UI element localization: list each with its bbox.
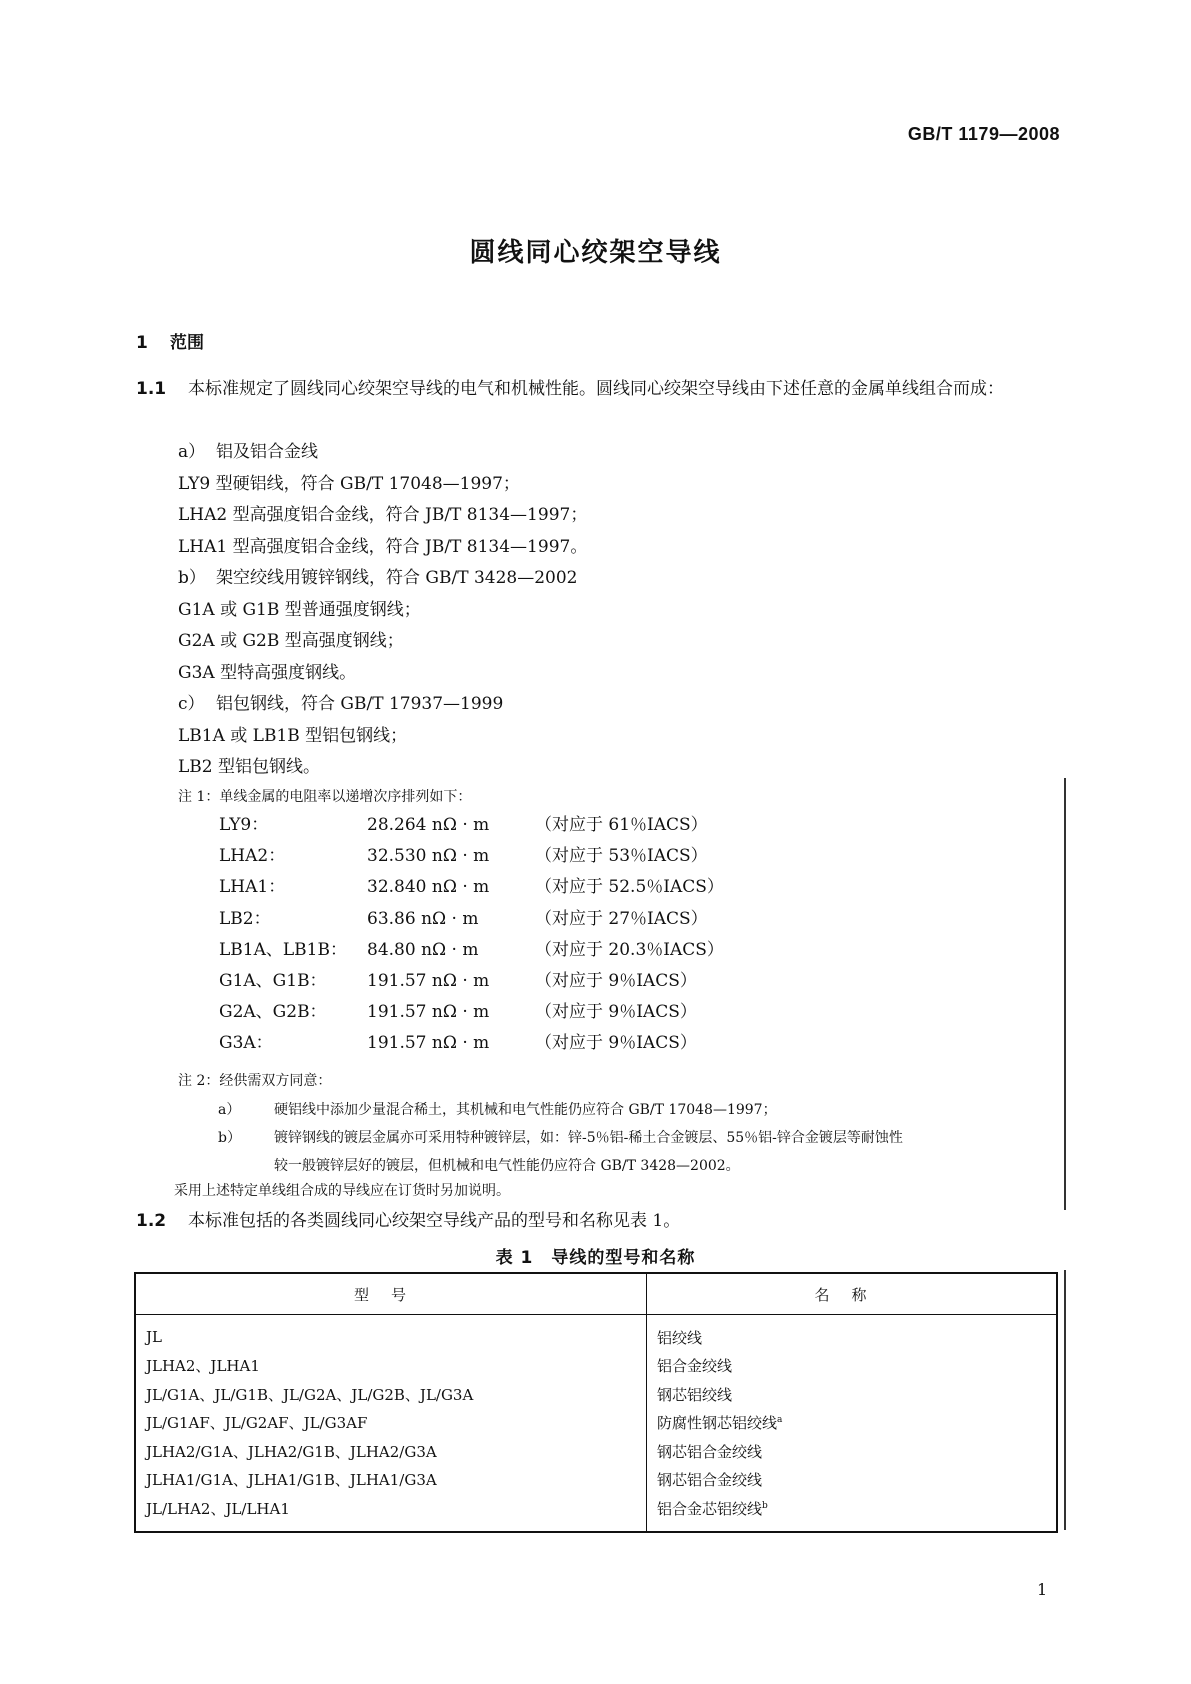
note-text: 硬铝线中添加少量混合稀土，其机械和电气性能仍应符合 GB/T 17048—1997； xyxy=(274,1102,777,1118)
clause-1-2 xyxy=(136,1206,680,1231)
resistivity-row xyxy=(219,872,724,903)
note-2-item-b-continued: 较一般镀锌层好的镀层，但机械和电气性能仍应符合 GB/T 3428—2002。 xyxy=(274,1158,740,1174)
table-row xyxy=(135,1466,1057,1495)
cell-model: JLHA2/G1A、JLHA2/G1B、JLHA2/G3A xyxy=(135,1437,647,1466)
note-2-item-b xyxy=(218,1124,903,1152)
list-marker: b） xyxy=(178,568,206,588)
table-row xyxy=(135,1409,1057,1438)
cell-model: JL/G1A、JL/G1B、JL/G2A、JL/G2B、JL/G3A xyxy=(135,1380,647,1409)
change-bar xyxy=(1064,778,1066,1210)
iacs-value: （对应于 53％IACS） xyxy=(535,846,708,867)
iacs-value: （对应于 27％IACS） xyxy=(535,908,708,929)
metal-name: LB2： xyxy=(219,908,271,929)
metal-name: G3A： xyxy=(219,1033,273,1054)
list-line xyxy=(178,595,587,627)
clause-number: 1.2 xyxy=(136,1211,167,1231)
resistivity-value: 191.57 nΩ · m xyxy=(367,1002,490,1023)
cell-name xyxy=(647,1466,1058,1495)
footnote-marker: a xyxy=(777,1415,783,1426)
cell-model: JL/LHA2、JL/LHA1 xyxy=(135,1494,647,1532)
clause-number: 1.1 xyxy=(136,379,167,399)
metal-name: G2A、G2B： xyxy=(219,1002,327,1023)
cell-name-text: 钢芯铝绞线 xyxy=(657,1385,733,1404)
list-line xyxy=(178,721,587,753)
cell-name-text: 钢芯铝合金绞线 xyxy=(657,1471,763,1490)
resistivity-value: 28.264 nΩ · m xyxy=(367,815,490,835)
cell-name xyxy=(647,1437,1058,1466)
footnote-marker: b xyxy=(762,1500,768,1511)
list-line xyxy=(178,626,587,658)
cell-name-text: 铝合金芯铝绞线 xyxy=(657,1499,763,1518)
note-2-heading: 注 2：经供需双方同意： xyxy=(178,1073,332,1089)
list-line xyxy=(178,532,587,564)
list-text: LB2 型铝包钢线。 xyxy=(178,757,321,777)
resistivity-value: 84.80 nΩ · m xyxy=(367,939,479,960)
note-tail: 采用上述特定单线组合成的导线应在订货时另加说明。 xyxy=(174,1183,510,1199)
metal-name: LB1A、LB1B： xyxy=(219,939,347,960)
table-row xyxy=(135,1494,1057,1532)
cell-name xyxy=(647,1380,1058,1409)
resistivity-value: 32.530 nΩ · m xyxy=(367,846,490,867)
section-heading xyxy=(136,328,204,353)
standard-code: GB/T 1179—2008 xyxy=(907,124,1060,144)
list-text: LHA2 型高强度铝合金线，符合 JB/T 8134—1997； xyxy=(178,505,588,525)
note-2-item-a xyxy=(218,1096,903,1124)
list-line xyxy=(178,437,587,469)
metal-name: LY9： xyxy=(219,815,269,835)
cell-name xyxy=(647,1494,1058,1532)
conductor-table xyxy=(134,1272,1058,1533)
cell-model: JLHA1/G1A、JLHA1/G1B、JLHA1/G3A xyxy=(135,1466,647,1495)
metal-name: LHA2： xyxy=(219,846,286,867)
resistivity-row xyxy=(219,841,724,872)
cell-name-text: 钢芯铝合金绞线 xyxy=(657,1442,763,1461)
header-name xyxy=(647,1273,1058,1315)
resistivity-value: 191.57 nΩ · m xyxy=(367,1033,490,1054)
clause-1-1 xyxy=(136,373,1056,405)
table-row xyxy=(135,1437,1057,1466)
document-title: 圆线同心绞架空导线 xyxy=(469,238,722,268)
resistivity-row xyxy=(219,935,724,966)
list-text: G1A 或 G1B 型普通强度钢线； xyxy=(178,599,421,620)
list-text: 铝及铝合金线 xyxy=(216,442,318,462)
list-marker: a） xyxy=(218,1102,241,1118)
iacs-value: （对应于 20.3％IACS） xyxy=(535,939,724,960)
list-line xyxy=(178,500,587,532)
list-line xyxy=(178,752,587,784)
resistivity-value: 32.840 nΩ · m xyxy=(367,877,490,898)
list-line xyxy=(178,469,587,501)
iacs-value: （对应于 9％IACS） xyxy=(535,1002,697,1023)
note-1-heading: 注 1：单线金属的电阻率以递增次序排列如下： xyxy=(178,789,472,805)
list-text: 铝包钢线，符合 GB/T 17937—1999 xyxy=(216,694,504,714)
resistivity-row xyxy=(219,997,724,1028)
resistivity-row xyxy=(219,1028,724,1059)
table-row xyxy=(135,1315,1057,1352)
resistivity-row xyxy=(219,810,724,841)
header-model xyxy=(135,1273,647,1315)
list-marker: c） xyxy=(178,694,205,714)
table-header-row xyxy=(135,1273,1057,1315)
table-caption: 表 1 导线的型号和名称 xyxy=(495,1248,696,1268)
metal-name: G1A、G1B： xyxy=(219,970,327,991)
list-line xyxy=(178,689,587,721)
list-line xyxy=(178,563,587,595)
metal-name: LHA1： xyxy=(219,877,286,898)
clause-text: 本标准包括的各类圆线同心绞架空导线产品的型号和名称见表 1。 xyxy=(188,1211,681,1231)
page-number: 1 xyxy=(1037,1580,1048,1599)
list-text: LHA1 型高强度铝合金线，符合 JB/T 8134—1997。 xyxy=(178,536,588,557)
list-text: G3A 型特高强度钢线。 xyxy=(178,662,357,683)
list-marker: b） xyxy=(218,1130,241,1146)
resistivity-list xyxy=(219,810,724,1060)
material-list xyxy=(178,437,587,784)
table-row xyxy=(135,1380,1057,1409)
section-number: 1 xyxy=(136,333,148,353)
list-text: G2A 或 G2B 型高强度钢线； xyxy=(178,631,404,651)
table-row xyxy=(135,1352,1057,1381)
iacs-value: （对应于 61％IACS） xyxy=(535,815,708,835)
cell-name xyxy=(647,1352,1058,1381)
header-model-label: 型号 xyxy=(353,1285,428,1304)
list-text: 架空绞线用镀锌钢线，符合 GB/T 3428—2002 xyxy=(216,568,578,588)
cell-name xyxy=(647,1315,1058,1352)
resistivity-row xyxy=(219,904,724,935)
cell-model: JL xyxy=(135,1315,647,1352)
resistivity-value: 191.57 nΩ · m xyxy=(367,970,490,991)
clause-text: 本标准规定了圆线同心绞架空导线的电气和机械性能。圆线同心绞架空导线由下述任意的金属单线组合而成： xyxy=(188,379,1004,399)
change-bar xyxy=(1064,1270,1066,1530)
cell-name-text: 铝合金绞线 xyxy=(657,1357,733,1376)
iacs-value: （对应于 9％IACS） xyxy=(535,970,697,991)
iacs-value: （对应于 9％IACS） xyxy=(535,1033,697,1054)
cell-name-text: 防腐性钢芯铝绞线 xyxy=(657,1414,778,1433)
cell-name xyxy=(647,1409,1058,1438)
cell-name-text: 铝绞线 xyxy=(657,1328,703,1347)
iacs-value: （对应于 52.5％IACS） xyxy=(535,877,724,898)
list-marker: a） xyxy=(178,442,206,462)
header-name-label: 名称 xyxy=(814,1285,889,1304)
cell-model: JLHA2、JLHA1 xyxy=(135,1352,647,1381)
section-title: 范围 xyxy=(170,333,204,353)
resistivity-row xyxy=(219,966,724,997)
cell-model: JL/G1AF、JL/G2AF、JL/G3AF xyxy=(135,1409,647,1438)
resistivity-value: 63.86 nΩ · m xyxy=(367,908,479,929)
list-text: LY9 型硬铝线，符合 GB/T 17048—1997； xyxy=(178,473,520,494)
list-text: LB1A 或 LB1B 型铝包钢线； xyxy=(178,725,408,746)
note-text: 镀锌钢线的镀层金属亦可采用特种镀锌层，如：锌-5％铝-稀土合金镀层、55％铝-锌合金镀层等耐蚀性 xyxy=(274,1130,903,1146)
list-line xyxy=(178,658,587,690)
note-2-items xyxy=(218,1096,903,1180)
